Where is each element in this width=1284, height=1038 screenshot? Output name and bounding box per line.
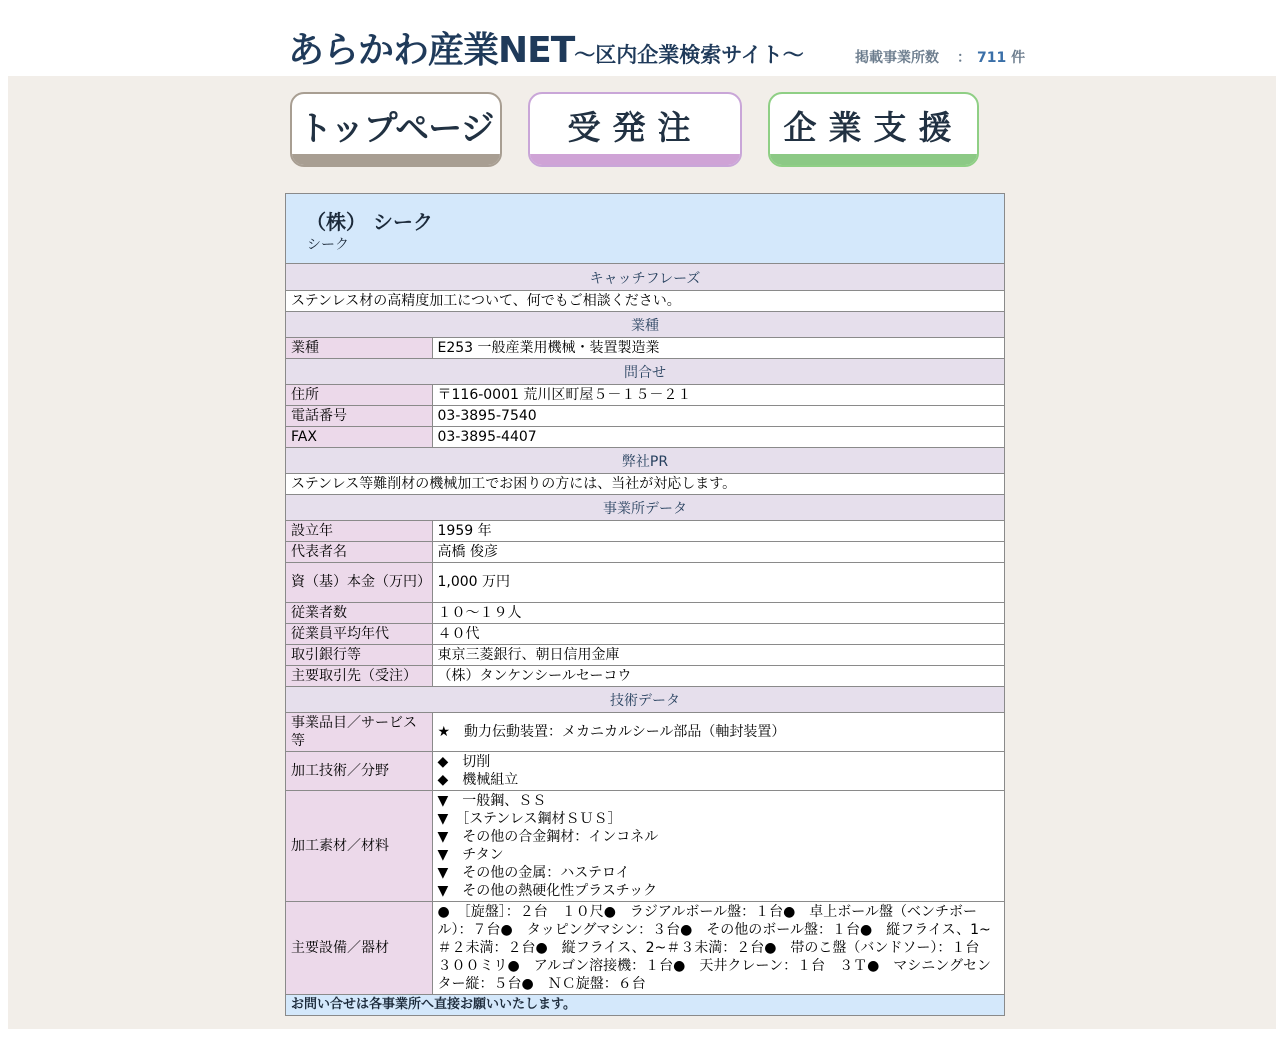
company-kana: シーク [307, 237, 349, 253]
processing-item: ◆ 機械組立 [437, 771, 519, 788]
bank-label: 取引銀行等 [286, 644, 432, 665]
industry-value: E253 一般産業用機械・装置製造業 [432, 337, 1004, 358]
section-tech-data: 技術データ [286, 686, 1004, 712]
address-value: 〒116-0001 荒川区町屋５－１５－２１ [432, 384, 1004, 405]
company-info-table [286, 264, 1004, 1015]
phone-label: 電話番号 [286, 405, 432, 426]
materials-list [432, 790, 1004, 901]
catchphrase-text: ステンレス材の高精度加工について、何でもご相談ください。 [286, 290, 1004, 311]
phone-value: 03-3895-7540 [432, 405, 1004, 426]
products-label: 事業品目／サービス等 [286, 712, 432, 751]
button-shadow [530, 154, 740, 165]
processing-label: 加工技術／分野 [286, 751, 432, 790]
section-office-data: 事業所データ [286, 494, 1004, 520]
material-item: ▼ チタン [437, 846, 504, 863]
section-industry: 業種 [286, 311, 1004, 337]
listing-count-label: 掲載事業所数 [855, 50, 939, 66]
address-label: 住所 [286, 384, 432, 405]
section-contact: 問合せ [286, 358, 1004, 384]
nav-top-page-label: トップページ [298, 109, 494, 149]
fax-label: FAX [286, 426, 432, 447]
listing-count-value: 711 [977, 50, 1007, 66]
listing-count [855, 47, 1025, 67]
processing-list [432, 751, 1004, 790]
representative-value: 高橋 俊彦 [432, 541, 1004, 562]
site-header [0, 0, 1284, 76]
material-item: ▼ 一般鋼、ＳＳ [437, 792, 547, 809]
average-age-label: 従業員平均年代 [286, 623, 432, 644]
average-age-value: ４０代 [432, 623, 1004, 644]
company-header [286, 194, 1004, 264]
material-item: ▼ ［ステンレス鋼材ＳＵＳ］ [437, 810, 622, 827]
equipment-value: ● ［旋盤］：２台 １０尺● ラジアルボール盤：１台● 卓上ボール盤（ベンチボール）：７台● タッピングマシン：３台● その他のボール盤：１台● 縦フライス、1~＃２未満：２台● 縦フライス、2~＃３未満：２台● 帯のこ盤（バンドソー）：１台 ３００ミリ● アルゴン溶接機：１台● 天井クレーン：１台 ３Ｔ● マシニングセンター縦：５台● ＮＣ旋盤：６台 [432, 901, 1004, 994]
founded-label: 設立年 [286, 520, 432, 541]
products-value: ★ 動力伝動装置：メカニカルシール部品（軸封装置） [432, 712, 1004, 751]
nav-top-page-button[interactable] [290, 92, 502, 167]
material-item: ▼ その他の金属：ハステロイ [437, 864, 630, 881]
section-pr: 弊社PR [286, 447, 1004, 473]
contact-note: お問い合せは各事業所へ直接お願いいたします。 [286, 994, 1004, 1015]
main-client-label: 主要取引先（受注） [286, 665, 432, 686]
company-detail-panel [285, 193, 1005, 1016]
industry-label: 業種 [286, 337, 432, 358]
processing-item: ◆ 切削 [437, 753, 491, 770]
nav-support-label: 企業支援 [783, 108, 964, 147]
employees-value: １０〜１９人 [432, 602, 1004, 623]
material-item: ▼ その他の合金鋼材：インコネル [437, 828, 659, 845]
nav-order-button[interactable] [528, 92, 742, 167]
site-title[interactable] [288, 22, 804, 73]
employees-label: 従業者数 [286, 602, 432, 623]
button-shadow [292, 154, 500, 165]
company-name: （株） シーク [306, 210, 433, 234]
site-title-main: あらかわ産業NET [288, 30, 575, 71]
pr-text: ステンレス等難削材の機械加工でお困りの方には、当社が対応します。 [286, 473, 1004, 494]
listing-count-colon: ： [957, 50, 971, 66]
nav-support-button[interactable] [768, 92, 979, 167]
equipment-label: 主要設備／器材 [286, 901, 432, 994]
button-shadow [770, 154, 977, 165]
material-item: ▼ その他の熱硬化性プラスチック [437, 882, 658, 899]
representative-label: 代表者名 [286, 541, 432, 562]
nav-order-label: 受発注 [567, 108, 703, 147]
fax-value: 03-3895-4407 [432, 426, 1004, 447]
main-client-value: （株）タンケンシールセーコウ [432, 665, 1004, 686]
capital-value: 1,000 万円 [432, 562, 1004, 602]
listing-count-unit: 件 [1011, 50, 1026, 66]
section-catchphrase: キャッチフレーズ [286, 264, 1004, 290]
materials-label: 加工素材／材料 [286, 790, 432, 901]
site-title-sub: 〜区内企業検索サイト〜 [574, 43, 804, 67]
bank-value: 東京三菱銀行、朝日信用金庫 [432, 644, 1004, 665]
founded-value: 1959 年 [432, 520, 1004, 541]
capital-label: 資（基）本金（万円） [286, 562, 432, 602]
